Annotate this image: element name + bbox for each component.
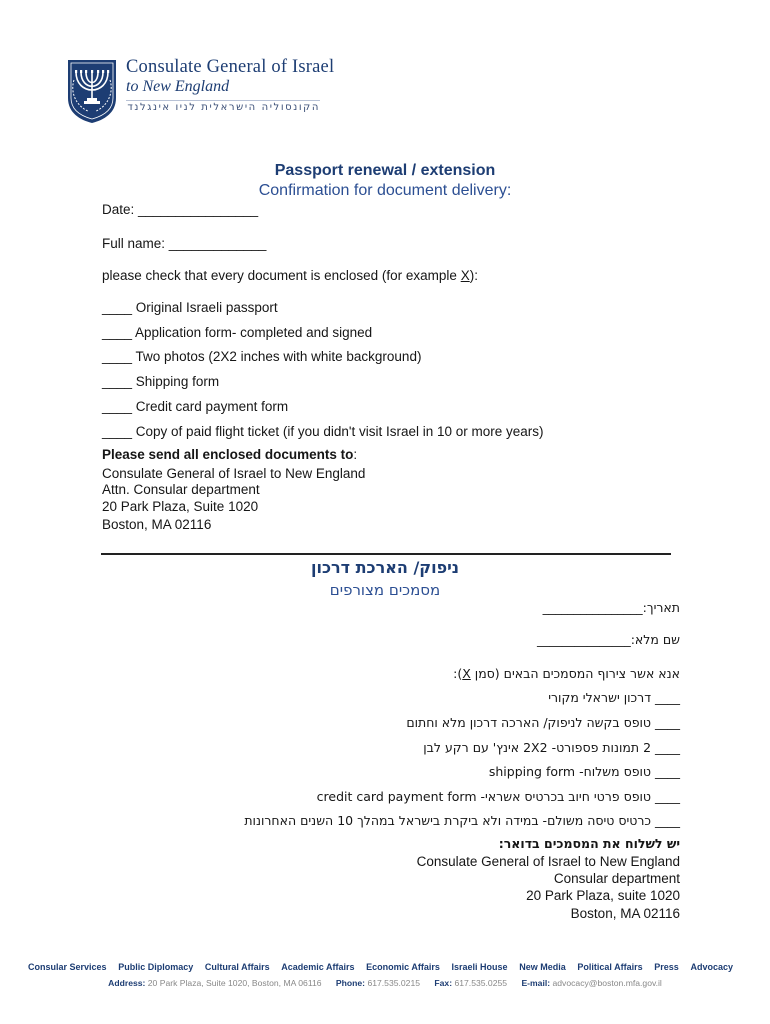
- hebrew-checklist-item: ____ טופס משלוח- shipping form: [488, 764, 680, 779]
- footer-link-public-diplomacy[interactable]: Public Diplomacy: [118, 962, 194, 972]
- send-heading: [102, 447, 357, 462]
- address-line: Attn. Consular department: [102, 482, 260, 497]
- hebrew-address-line: Consulate General of Israel to New England: [416, 854, 680, 869]
- footer-email[interactable]: advocacy@boston.mfa.gov.il: [552, 978, 662, 988]
- footer-fax-label: Fax:: [434, 978, 453, 988]
- instruction-text: please check that every document is enclosed (for example: [102, 268, 461, 283]
- checklist-item: ____ Credit card payment form: [102, 399, 289, 414]
- address-line: 20 Park Plaza, Suite 1020: [102, 499, 259, 514]
- hebrew-title: ניפוק/ הארכת דרכון: [310, 558, 460, 577]
- hebrew-address-line: Consular department: [553, 871, 680, 886]
- page-title: Passport renewal / extension: [274, 162, 496, 179]
- checklist-item: ____ Original Israeli passport: [102, 300, 278, 315]
- org-subtitle: to New England: [126, 78, 230, 95]
- footer-fax: 617.535.0255: [454, 978, 508, 988]
- checklist-item: ____ Copy of paid flight ticket (if you didn't visit Israel in 10 or more years): [102, 424, 544, 439]
- hebrew-send-heading: יש לשלוח את המסמכים בדואר:: [498, 836, 680, 851]
- hebrew-subtitle: מסמכים מצורפים: [329, 581, 441, 599]
- footer-link-advocacy[interactable]: Advocacy: [690, 962, 733, 972]
- send-heading-colon: :: [353, 447, 358, 462]
- send-heading-text: Please send all enclosed documents to: [102, 447, 354, 462]
- footer-link-economic-affairs[interactable]: Economic Affairs: [366, 962, 440, 972]
- section-divider: [101, 553, 671, 555]
- footer-link-israeli-house[interactable]: Israeli House: [451, 962, 508, 972]
- hebrew-checklist-item: ____ כרטיס טיסה משולם- במידה ולא ביקרת בישראל במהלך 10 השנים האחרונות: [244, 813, 680, 828]
- footer-address-label: Address:: [108, 978, 146, 988]
- hebrew-checklist-item: ____ דרכון ישראלי מקורי: [548, 690, 680, 705]
- state-emblem-icon: [66, 58, 118, 124]
- instruction-text-end: ):: [469, 268, 478, 283]
- hebrew-address-line: 20 Park Plaza, suite 1020: [526, 888, 680, 903]
- checklist-instruction: [102, 268, 478, 283]
- header-rule: [126, 100, 320, 101]
- footer-link-new-media[interactable]: New Media: [519, 962, 566, 972]
- checklist-item: ____ Two photos (2X2 inches with white background): [102, 349, 422, 364]
- hebrew-instruction-example-mark: X: [462, 666, 471, 681]
- hebrew-checklist-instruction: [453, 666, 680, 681]
- footer-address: 20 Park Plaza, Suite 1020, Boston, MA 06116: [147, 978, 322, 988]
- footer-contact: [0, 978, 770, 988]
- hebrew-instruction-text-end: ):: [453, 666, 463, 681]
- date-field-line: Date: ________________: [102, 202, 259, 217]
- footer-link-political-affairs[interactable]: Political Affairs: [577, 962, 643, 972]
- full-name-field-line: Full name: _____________: [102, 236, 267, 251]
- address-line: Consulate General of Israel to New England: [102, 466, 366, 481]
- checklist-item: ____ Application form- completed and signed: [102, 325, 373, 340]
- footer-email-label: E-mail:: [521, 978, 551, 988]
- hebrew-checklist-item: ____ טופס בקשה לניפוק/ הארכה דרכון מלא וחתום: [406, 715, 680, 730]
- hebrew-date-field-line: תאריך:________________: [542, 600, 680, 615]
- org-hebrew-name: הקונסוליה הישראלית לניו אינגלנד: [127, 102, 320, 113]
- hebrew-checklist-item: ____ 2 תמונות פספורט- 2X2 אינץ' עם רקע לבן: [423, 740, 680, 755]
- footer-nav: [28, 962, 733, 972]
- checklist-item: ____ Shipping form: [102, 374, 220, 389]
- footer-link-cultural-affairs[interactable]: Cultural Affairs: [204, 962, 270, 972]
- org-name: Consulate General of Israel: [126, 57, 335, 77]
- page-subtitle: Confirmation for document delivery:: [258, 182, 512, 199]
- hebrew-checklist-item: ____ טופס פרטי חיוב בכרטיס אשראי- credit card payment form: [316, 789, 680, 804]
- hebrew-name-field-line: שם מלא:_______________: [536, 632, 680, 647]
- hebrew-instruction-text: אנא אשר צירוף המסמכים הבאים (סמן: [470, 666, 680, 681]
- footer-link-press[interactable]: Press: [654, 962, 679, 972]
- instruction-example-mark: X: [460, 268, 470, 283]
- footer-link-academic-affairs[interactable]: Academic Affairs: [281, 962, 355, 972]
- address-line: Boston, MA 02116: [102, 517, 212, 532]
- footer-link-consular-services[interactable]: Consular Services: [28, 962, 107, 972]
- footer-phone: 617.535.0215: [367, 978, 421, 988]
- hebrew-address-line: Boston, MA 02116: [570, 906, 680, 921]
- footer-phone-label: Phone:: [335, 978, 366, 988]
